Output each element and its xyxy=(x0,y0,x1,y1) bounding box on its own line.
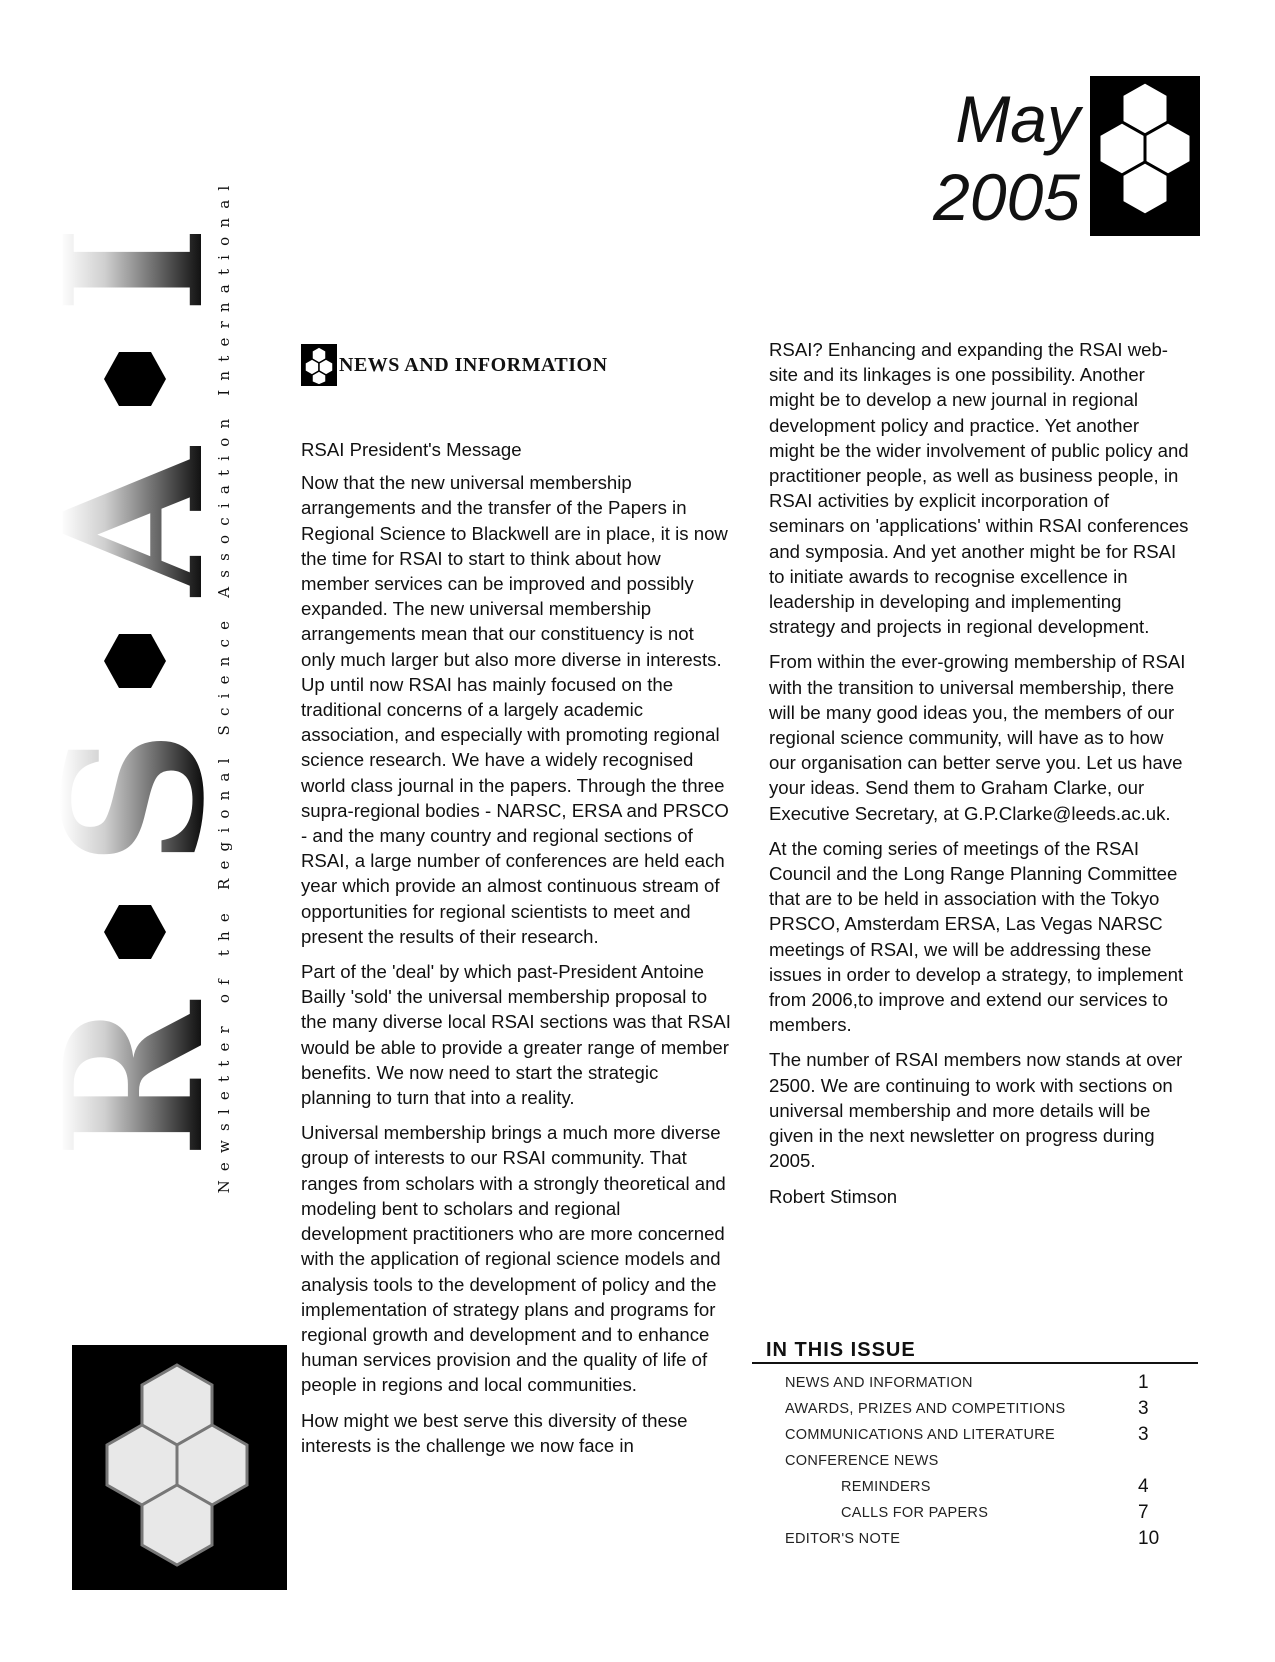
toc-item xyxy=(752,1448,1198,1474)
toc-list xyxy=(752,1364,1198,1552)
article-paragraph: At the coming series of meetings of the RSAI Council and the Long Range Planning Committee that are to be held in association with the Tokyo PRSCO, Amsterdam ERSA, Las Vegas NARSC meetings of RSAI, we will be addressing these issues in order to develop a strategy, to implement from 2006,to improve and extend our services to members. xyxy=(769,837,1184,1036)
toc-item-page: 7 xyxy=(1138,1502,1149,1523)
hexagon-bullet-icon xyxy=(301,344,337,386)
section-title: NEWS AND INFORMATION xyxy=(339,353,608,376)
hexagon-logo-icon xyxy=(1090,76,1200,236)
article-signature: Robert Stimson xyxy=(769,1185,898,1207)
toc-item-label: CONFERENCE NEWS xyxy=(785,1453,939,1469)
hexagon-separator-icon xyxy=(100,897,170,967)
article-paragraph: The number of RSAI members now stands at over 2500. We are continuing to work with sections on universal membership and more details will be given in the next newsletter on progress during 2005. xyxy=(769,1049,1183,1172)
article-paragraph: Universal membership brings a much more diverse group of interests to our RSAI community. That ranges from scholars with a strongly theoretical and modeling bent to scholars and regional development practitioners who are more concerned with the application of regional science models and analysis tools to the development of policy and the implementation of strategy plans and programs for regional growth and development and to enhance human services provision and the quality of life of people in regions and local communities. xyxy=(301,1122,726,1396)
toc-title: IN THIS ISSUE xyxy=(752,1338,1198,1364)
article-left-column xyxy=(301,437,731,1468)
article-paragraph: Now that the new universal membership arrangements and the transfer of the Papers in Regional Science to Blackwell are in place, it is now the time for RSAI to start to think about how member services can be improved and possibly expanded. The new universal membership arrangements mean that our constituency is not only much larger but also more diverse in interests. Up until now RSAI has mainly focused on the traditional concerns of a largely academic association, and especially with promoting regional science research. We have a widely recognised world class journal in the papers. Through the three supra-regional bodies - NARSC, ERSA and PRSCO - and the many country and regional sections of RSAI, a large number of conferences are held each year which provide an almost continuous stream of opportunities for regional scientists to meet and present the results of their research. xyxy=(301,472,729,947)
toc-item xyxy=(752,1422,1198,1448)
hexagon-separator-icon xyxy=(100,344,170,414)
toc-item-page: 4 xyxy=(1138,1476,1149,1497)
newsletter-subtitle: Newsletter of the Regional Science Association International xyxy=(215,176,233,1194)
masthead-letter: I xyxy=(23,221,246,315)
article-heading: RSAI President's Message xyxy=(301,439,522,460)
toc-item xyxy=(752,1396,1198,1422)
article-paragraph: Part of the 'deal' by which past-President Antoine Bailly 'sold' the universal membership proposal to the many diverse local RSAI sections was that RSAI would be able to provide a greater range of member benefits. We now need to start the strategic planning to turn that into a reality. xyxy=(301,961,731,1109)
toc-item-page: 3 xyxy=(1138,1424,1149,1445)
issue-date xyxy=(880,80,1080,236)
hexagon-cluster-logo xyxy=(72,1345,287,1590)
toc-item-label: REMINDERS xyxy=(841,1479,931,1495)
toc-item-label: EDITOR'S NOTE xyxy=(785,1531,901,1547)
article-right-column xyxy=(769,337,1189,1219)
toc-subitem xyxy=(752,1474,1198,1500)
section-heading xyxy=(301,344,608,386)
toc-item-page: 1 xyxy=(1138,1372,1149,1393)
article-paragraph: How might we best serve this diversity of these interests is the challenge we now face in xyxy=(301,1409,688,1456)
toc-item xyxy=(752,1526,1198,1552)
in-this-issue-box xyxy=(752,1338,1198,1552)
masthead-letter: S xyxy=(23,725,246,867)
issue-month: May xyxy=(955,82,1080,156)
masthead-letter: A xyxy=(23,444,246,596)
toc-item-page: 10 xyxy=(1138,1528,1160,1549)
masthead-letter: R xyxy=(23,996,246,1159)
toc-item xyxy=(752,1370,1198,1396)
toc-item-label: NEWS AND INFORMATION xyxy=(785,1375,973,1391)
article-paragraph: RSAI? Enhancing and expanding the RSAI web-site and its linkages is one possibility. Another might be to develop a new journal in regional development policy and practice. Yet another might be the wider involvement of public policy and practitioner people, as well as business people, in RSAI activities by explicit incorporation of seminars on 'applications' within RSAI conferences and symposia. And yet another might be for RSAI to initiate awards to recognise excellence in leadership in developing and implementing strategy and projects in regional development. xyxy=(769,339,1189,638)
hexagon-separator-icon xyxy=(100,626,170,696)
toc-subitem xyxy=(752,1500,1198,1526)
toc-item-page: 3 xyxy=(1138,1398,1149,1419)
toc-item-label: CALLS FOR PAPERS xyxy=(841,1505,989,1521)
article-paragraph: From within the ever-growing membership of RSAI with the transition to universal membership, there will be many good ideas you, the members of our regional science community, will have as to how our organisation can better serve you. Let us have your ideas. Send them to Graham Clarke, our Executive Secretary, at G.P.Clarke@leeds.ac.uk. xyxy=(769,651,1186,824)
issue-year: 2005 xyxy=(933,160,1080,234)
toc-item-label: AWARDS, PRIZES AND COMPETITIONS xyxy=(785,1401,1066,1417)
toc-item-label: COMMUNICATIONS AND LITERATURE xyxy=(785,1427,1055,1443)
